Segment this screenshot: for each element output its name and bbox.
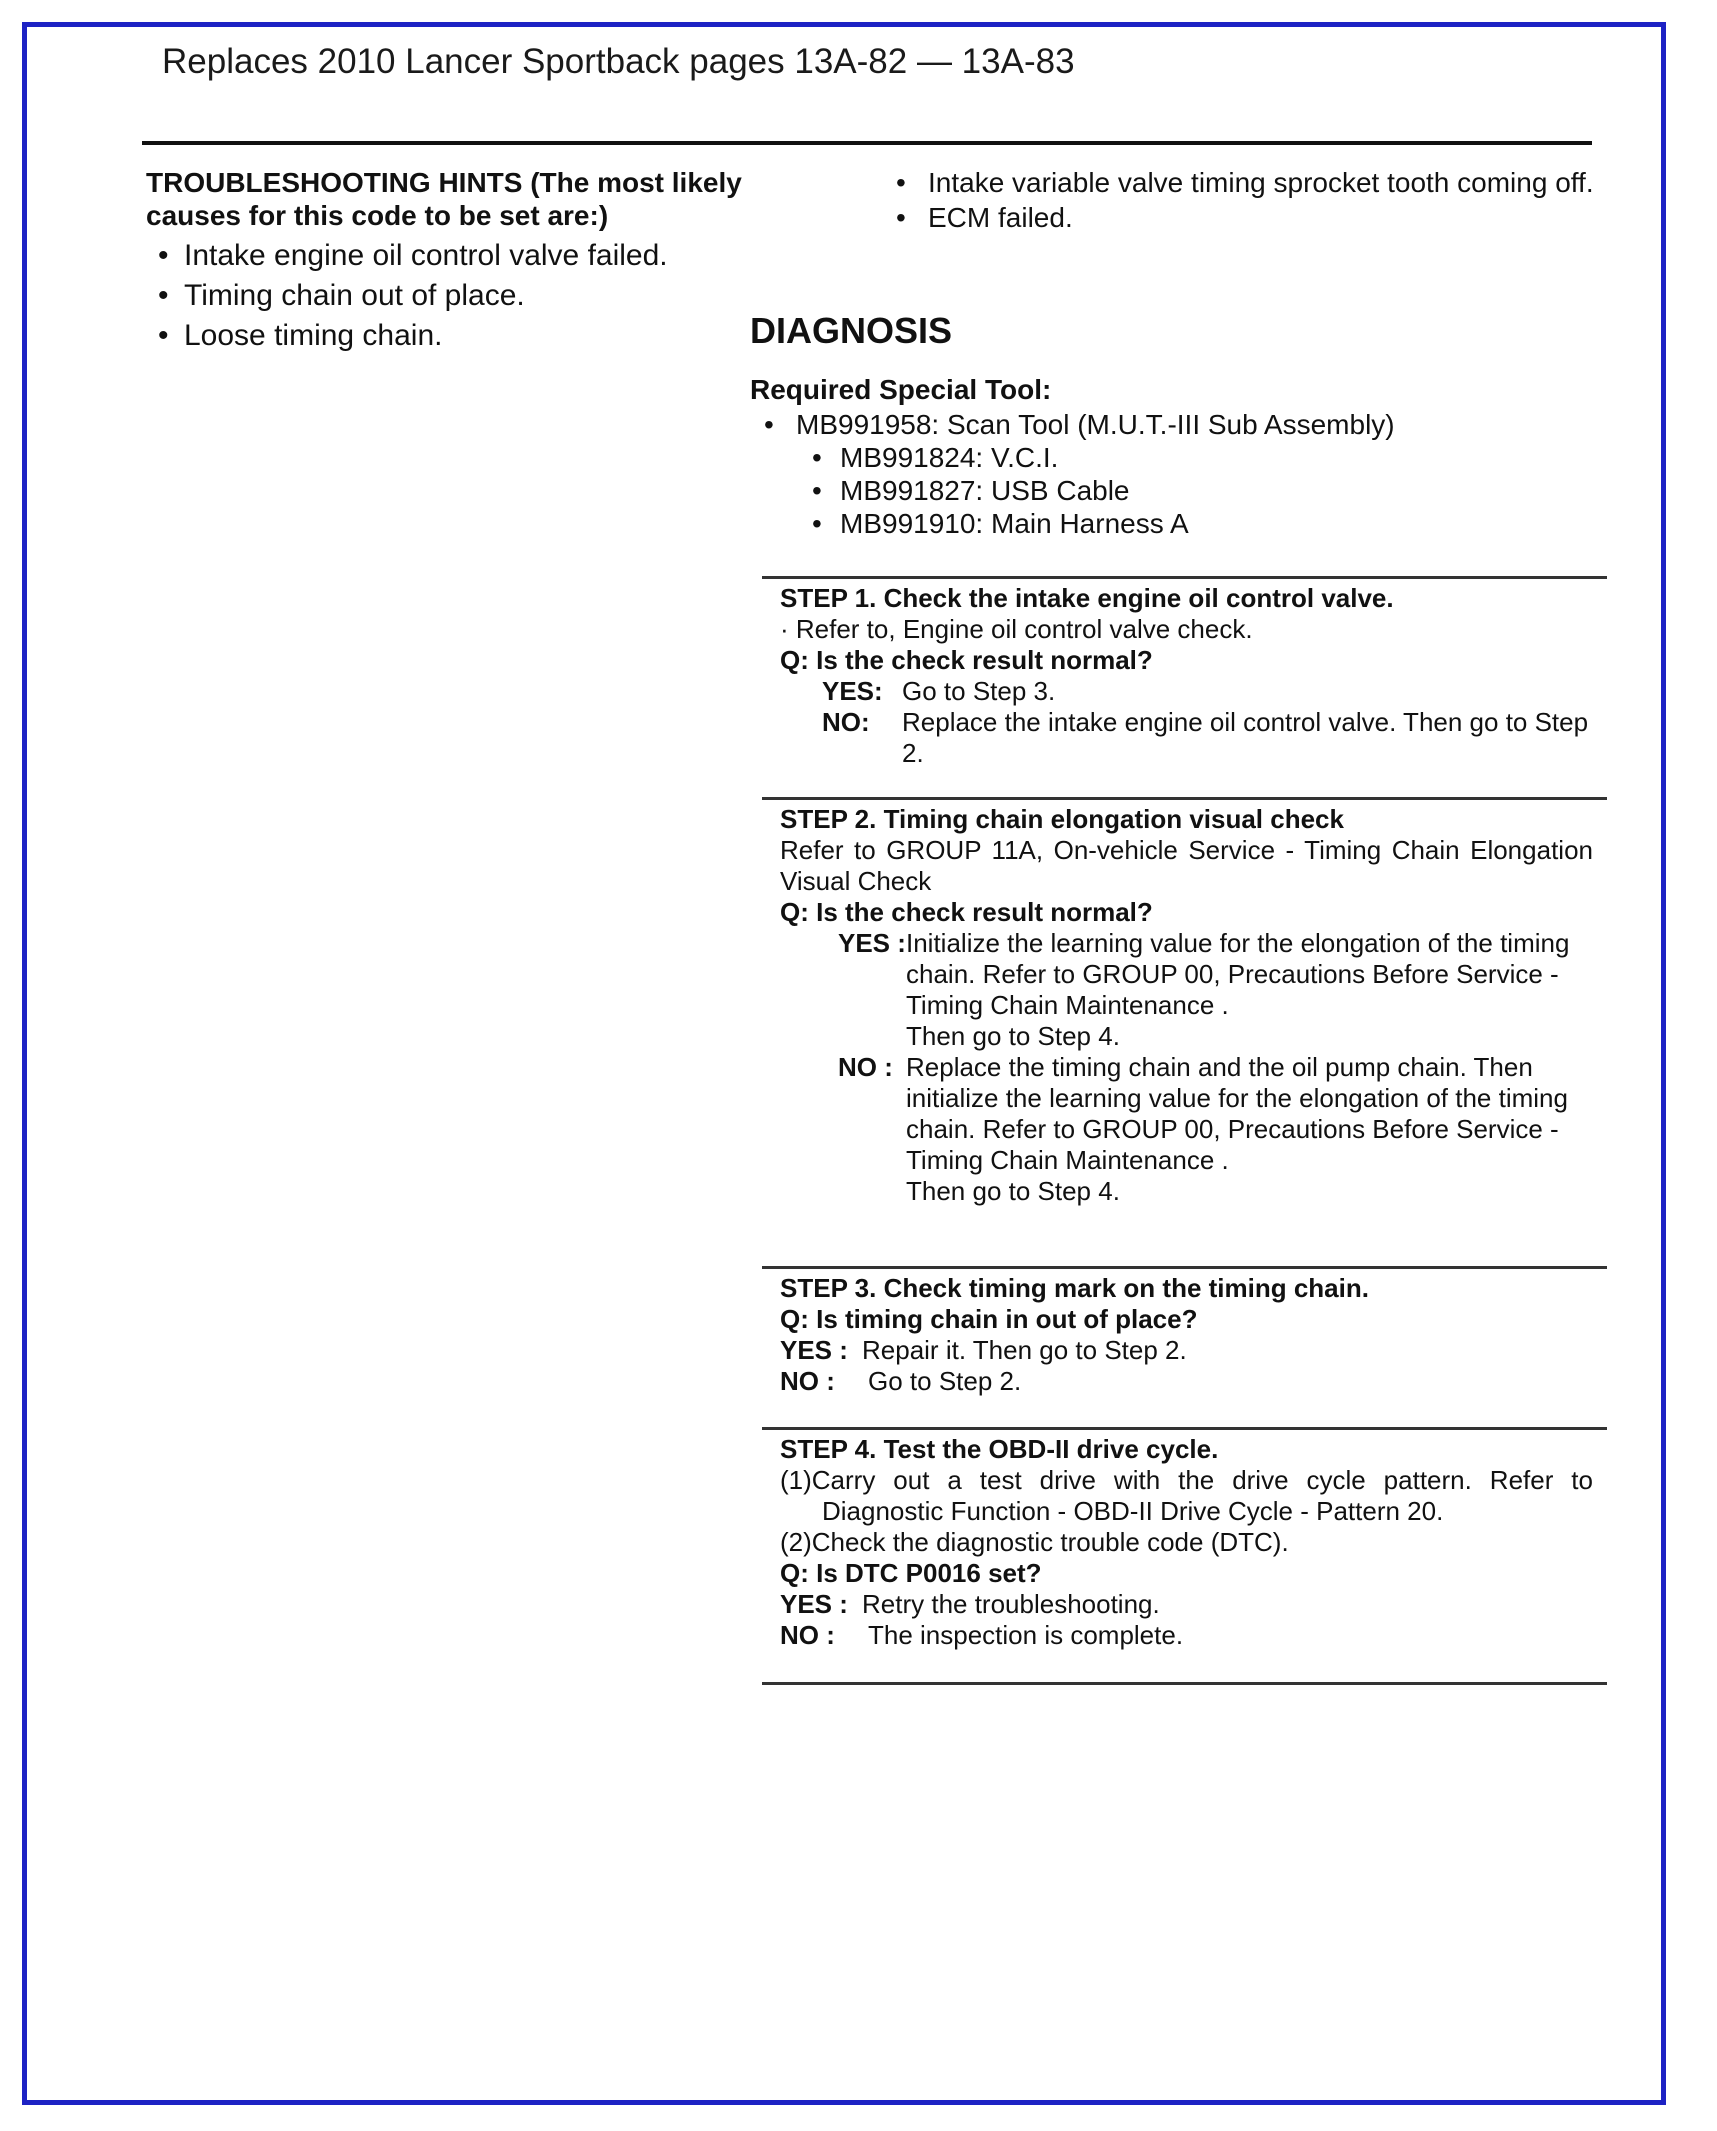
no-text: Replace the timing chain and the oil pump chain. Then initialize the learning value for the elongation of the timing chain. Refer to GROUP 00, Precautions Before Service - Timing Chain Maintenance . (906, 1052, 1568, 1175)
yes-label: YES: (822, 676, 883, 706)
step-note: · Refer to, Engine oil control valve check. (780, 614, 1253, 644)
no-answer (780, 707, 1593, 769)
diagnosis-section (750, 310, 1610, 540)
hint-item: • Intake engine oil control valve failed. (158, 236, 796, 276)
yes-text: Repair it. Then go to Step 2. (862, 1335, 1187, 1365)
hints-title: TROUBLESHOOTING HINTS (The most likely causes for this code to be set are:) (146, 167, 742, 231)
diagnosis-title: DIAGNOSIS (750, 310, 953, 351)
yes-answer (780, 928, 1593, 1052)
step-title: STEP 3. Check timing mark on the timing chain. (780, 1273, 1369, 1303)
no-text: Go to Step 2. (868, 1366, 1022, 1396)
step-title: STEP 4. Test the OBD-II drive cycle. (780, 1434, 1219, 1464)
step-question: Q: Is timing chain in out of place? (780, 1304, 1198, 1334)
step-note: Refer to GROUP 11A, On-vehicle Service - Timing Chain Elongation Visual Check (780, 835, 1593, 896)
no-then: Then go to Step 4. (906, 1176, 1120, 1206)
yes-answer (780, 676, 1593, 707)
no-text: The inspection is complete. (868, 1620, 1184, 1650)
no-label: NO : (780, 1620, 835, 1650)
step-question: Q: Is the check result normal? (780, 645, 1153, 675)
hints-list-continued (896, 166, 1596, 234)
page-header: Replaces 2010 Lancer Sportback pages 13A-82 — 13A-83 (162, 42, 1075, 81)
step-title: STEP 1. Check the intake engine oil control valve. (780, 583, 1394, 613)
step-title: STEP 2. Timing chain elongation visual check (780, 804, 1344, 834)
no-label: NO: (822, 707, 870, 737)
no-answer (780, 1620, 1593, 1651)
header-divider (142, 141, 1592, 145)
step-instruction: (2)Check the diagnostic trouble code (DTC). (780, 1527, 1289, 1557)
special-tool-list (750, 408, 1610, 540)
tool-item: • MB991958: Scan Tool (M.U.T.-III Sub Assembly) (750, 408, 1610, 441)
yes-text: Go to Step 3. (902, 676, 1056, 706)
hints-continued (896, 166, 1596, 236)
step-1 (762, 576, 1607, 797)
hint-item: • ECM failed. (896, 201, 1596, 234)
hint-item: • Intake variable valve timing sprocket tooth coming off. (896, 166, 1596, 199)
hint-item: • Loose timing chain. (158, 316, 796, 356)
no-answer (780, 1366, 1593, 1397)
yes-label: YES : (780, 1589, 848, 1619)
diagnosis-steps (762, 576, 1607, 1685)
tool-subitem: • MB991910: Main Harness A (750, 507, 1610, 540)
step-question: Q: Is the check result normal? (780, 897, 1153, 927)
no-answer (780, 1052, 1593, 1207)
no-label: NO : (838, 1052, 893, 1082)
yes-then: Then go to Step 4. (906, 1021, 1120, 1051)
hint-item: • Timing chain out of place. (158, 276, 796, 316)
step-instruction: (1)Carry out a test drive with the drive cycle pattern. Refer to Diagnostic Function - OBD-II Drive Cycle - Pattern 20. (780, 1465, 1593, 1526)
yes-text: Initialize the learning value for the elongation of the timing chain. Refer to GROUP 00, Precautions Before Service - Timing Chain Maintenance . (906, 928, 1570, 1020)
steps-bottom-divider (762, 1682, 1607, 1685)
tool-subitem: • MB991824: V.C.I. (750, 441, 1610, 474)
yes-answer (780, 1589, 1593, 1620)
yes-answer (780, 1335, 1593, 1366)
no-text: Replace the intake engine oil control valve. Then go to Step 2. (902, 707, 1589, 768)
step-question: Q: Is DTC P0016 set? (780, 1558, 1042, 1588)
step-4 (762, 1427, 1607, 1682)
step-2 (762, 797, 1607, 1266)
yes-label: YES : (780, 1335, 848, 1365)
yes-text: Retry the troubleshooting. (862, 1589, 1160, 1619)
troubleshooting-hints (146, 166, 796, 356)
step-3 (762, 1266, 1607, 1427)
special-tool-heading: Required Special Tool: (750, 374, 1052, 405)
no-label: NO : (780, 1366, 835, 1396)
hints-list (146, 236, 796, 356)
yes-label: YES : (838, 928, 906, 958)
tool-subitem: • MB991827: USB Cable (750, 474, 1610, 507)
